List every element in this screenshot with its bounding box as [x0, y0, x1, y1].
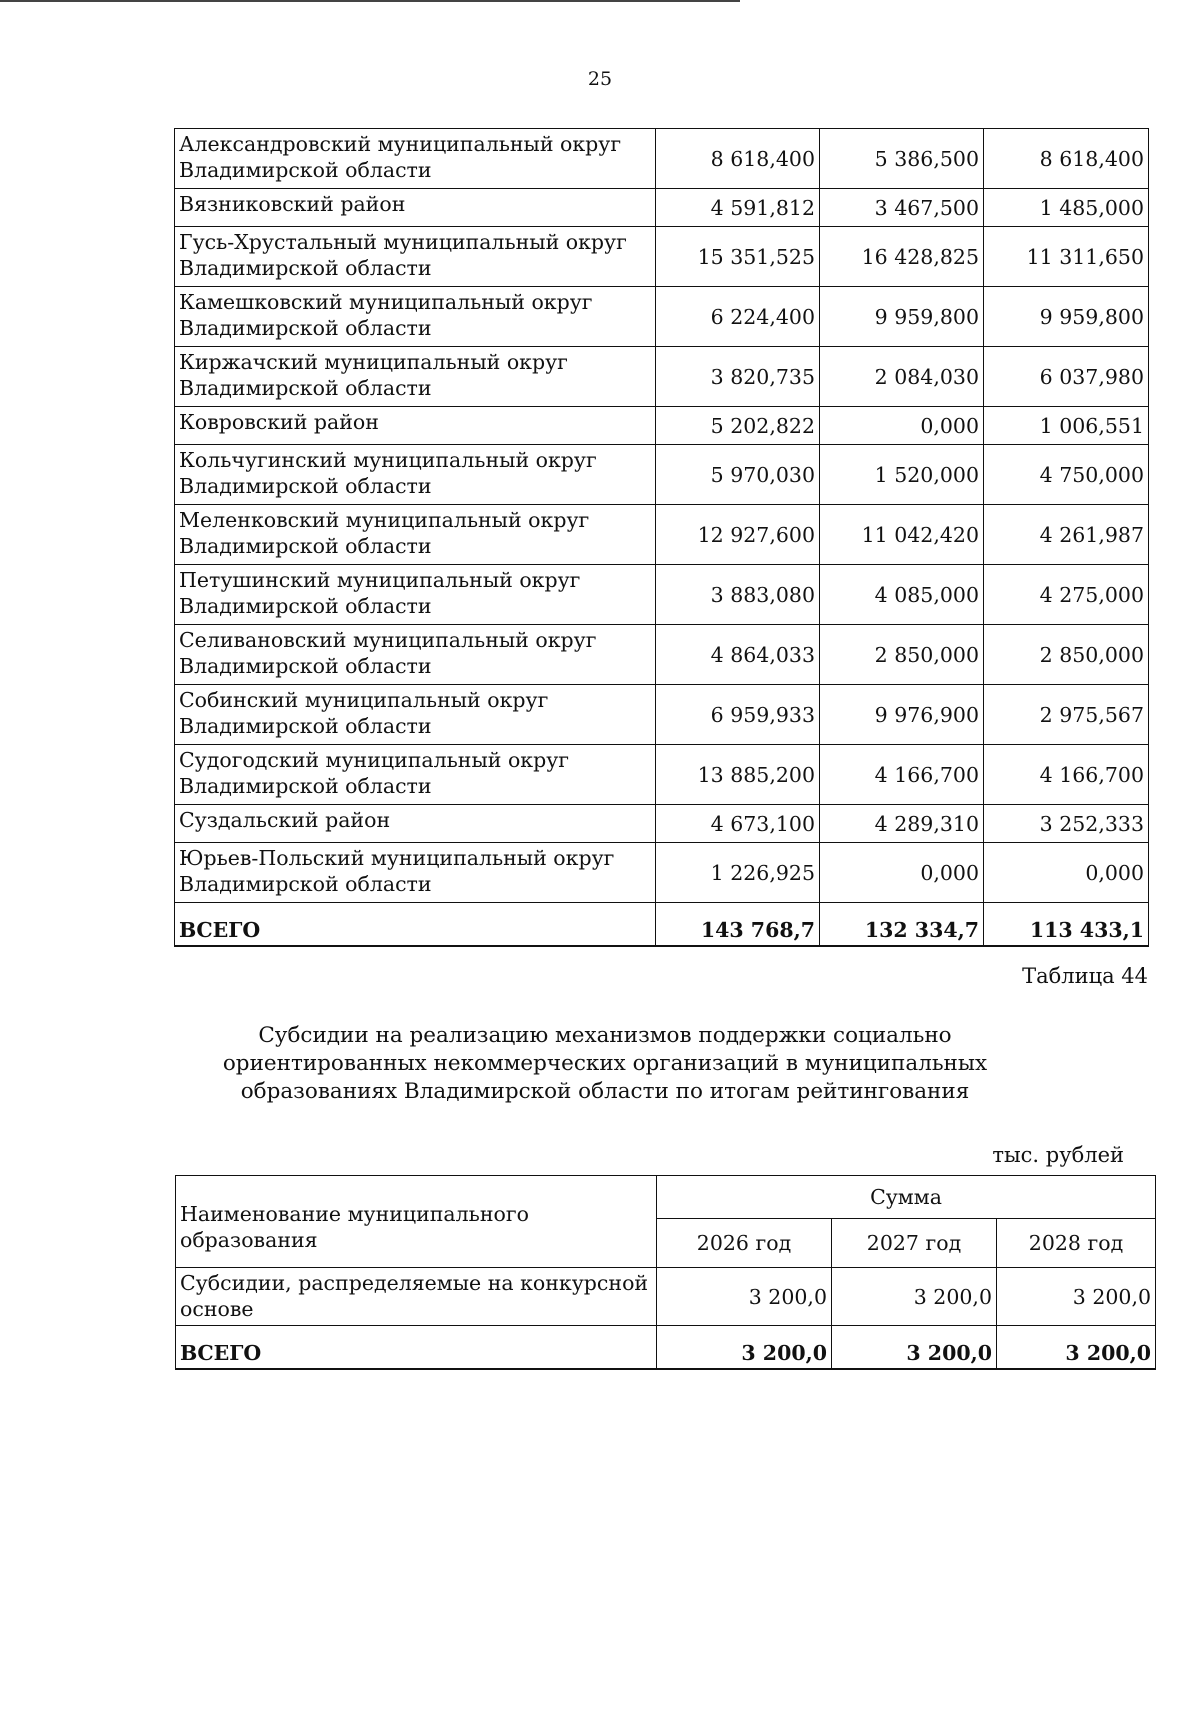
row-name: Камешковский муниципальный округ Владимирской области: [175, 287, 656, 347]
page-number: 25: [587, 68, 613, 90]
value-2028: 4 261,987: [984, 505, 1149, 565]
header-row: [176, 1176, 1156, 1219]
table-row: [175, 189, 1149, 227]
value-2027: 9 959,800: [820, 287, 984, 347]
header-year-2028: 2028 год: [997, 1219, 1156, 1268]
table-row: [175, 129, 1149, 189]
row-name: Гусь-Хрустальный муниципальный округ Владимирской области: [175, 227, 656, 287]
top-rule: [0, 0, 740, 2]
value-2027: 3 200,0: [832, 1268, 997, 1326]
header-year-2026: 2026 год: [657, 1219, 832, 1268]
value-2026: 1 226,925: [656, 843, 820, 903]
header-sum: Сумма: [657, 1176, 1156, 1219]
total-label: ВСЕГО: [176, 1326, 657, 1370]
continued-subsidy-table: [174, 128, 1149, 947]
total-2026: 3 200,0: [657, 1326, 832, 1370]
value-2028: 4 750,000: [984, 445, 1149, 505]
table-row: [175, 505, 1149, 565]
total-label: ВСЕГО: [175, 903, 656, 947]
value-2026: 3 883,080: [656, 565, 820, 625]
value-2028: 6 037,980: [984, 347, 1149, 407]
value-2028: 3 200,0: [997, 1268, 1156, 1326]
row-name: Суздальский район: [175, 805, 656, 843]
total-2028: 3 200,0: [997, 1326, 1156, 1370]
value-2026: 5 970,030: [656, 445, 820, 505]
table-row: [175, 227, 1149, 287]
value-2028: 8 618,400: [984, 129, 1149, 189]
table-row: [175, 287, 1149, 347]
row-name: Петушинский муниципальный округ Владимирской области: [175, 565, 656, 625]
value-2026: 4 591,812: [656, 189, 820, 227]
header-year-2027: 2027 год: [832, 1219, 997, 1268]
value-2026: 4 864,033: [656, 625, 820, 685]
value-2028: 0,000: [984, 843, 1149, 903]
value-2028: 2 850,000: [984, 625, 1149, 685]
value-2027: 4 166,700: [820, 745, 984, 805]
total-2027: 132 334,7: [820, 903, 984, 947]
table-row: [175, 685, 1149, 745]
row-name: Киржачский муниципальный округ Владимирской области: [175, 347, 656, 407]
value-2028: 9 959,800: [984, 287, 1149, 347]
row-name: Вязниковский район: [175, 189, 656, 227]
value-2026: 3 200,0: [657, 1268, 832, 1326]
value-2026: 15 351,525: [656, 227, 820, 287]
value-2027: 4 289,310: [820, 805, 984, 843]
total-2026: 143 768,7: [656, 903, 820, 947]
total-2028: 113 433,1: [984, 903, 1149, 947]
value-2027: 16 428,825: [820, 227, 984, 287]
value-2028: 11 311,650: [984, 227, 1149, 287]
value-2026: 5 202,822: [656, 407, 820, 445]
total-row: [175, 903, 1149, 947]
header-name: Наименование муниципального образования: [176, 1176, 657, 1268]
table-row: [176, 1268, 1156, 1326]
table-number-label: Таблица 44: [1022, 964, 1148, 988]
table-row: [175, 745, 1149, 805]
table-title: Субсидии на реализацию механизмов поддержки социально ориентированных некоммерческих организаций в муниципальных образованиях Владимирской области по итогам рейтингования: [222, 1023, 988, 1104]
value-2027: 11 042,420: [820, 505, 984, 565]
value-2027: 5 386,500: [820, 129, 984, 189]
value-2026: 12 927,600: [656, 505, 820, 565]
value-2027: 2 084,030: [820, 347, 984, 407]
value-2028: 3 252,333: [984, 805, 1149, 843]
row-name: Меленковский муниципальный округ Владимирской области: [175, 505, 656, 565]
table-row: [175, 407, 1149, 445]
value-2027: 0,000: [820, 843, 984, 903]
row-name: Собинский муниципальный округ Владимирской области: [175, 685, 656, 745]
table-row: [175, 565, 1149, 625]
unit-label: тыс. рублей: [992, 1143, 1124, 1167]
value-2027: 3 467,500: [820, 189, 984, 227]
value-2027: 0,000: [820, 407, 984, 445]
value-2027: 4 085,000: [820, 565, 984, 625]
row-name: Юрьев-Польский муниципальный округ Владимирской области: [175, 843, 656, 903]
value-2028: 4 275,000: [984, 565, 1149, 625]
value-2026: 4 673,100: [656, 805, 820, 843]
table-row: [175, 843, 1149, 903]
row-name: Александровский муниципальный округ Владимирской области: [175, 129, 656, 189]
table-row: [175, 445, 1149, 505]
row-name: Субсидии, распределяемые на конкурсной основе: [176, 1268, 657, 1326]
table-row: [175, 347, 1149, 407]
value-2027: 2 850,000: [820, 625, 984, 685]
row-name: Кольчугинский муниципальный округ Владимирской области: [175, 445, 656, 505]
table-row: [175, 625, 1149, 685]
value-2026: 6 224,400: [656, 287, 820, 347]
value-2026: 3 820,735: [656, 347, 820, 407]
value-2027: 1 520,000: [820, 445, 984, 505]
value-2028: 4 166,700: [984, 745, 1149, 805]
table-row: [175, 805, 1149, 843]
value-2028: 1 006,551: [984, 407, 1149, 445]
value-2028: 2 975,567: [984, 685, 1149, 745]
value-2026: 6 959,933: [656, 685, 820, 745]
row-name: Селивановский муниципальный округ Владимирской области: [175, 625, 656, 685]
value-2026: 13 885,200: [656, 745, 820, 805]
total-row: [176, 1326, 1156, 1370]
row-name: Судогодский муниципальный округ Владимирской области: [175, 745, 656, 805]
row-name: Ковровский район: [175, 407, 656, 445]
nko-subsidy-table: [175, 1175, 1156, 1370]
value-2028: 1 485,000: [984, 189, 1149, 227]
total-2027: 3 200,0: [832, 1326, 997, 1370]
value-2026: 8 618,400: [656, 129, 820, 189]
value-2027: 9 976,900: [820, 685, 984, 745]
